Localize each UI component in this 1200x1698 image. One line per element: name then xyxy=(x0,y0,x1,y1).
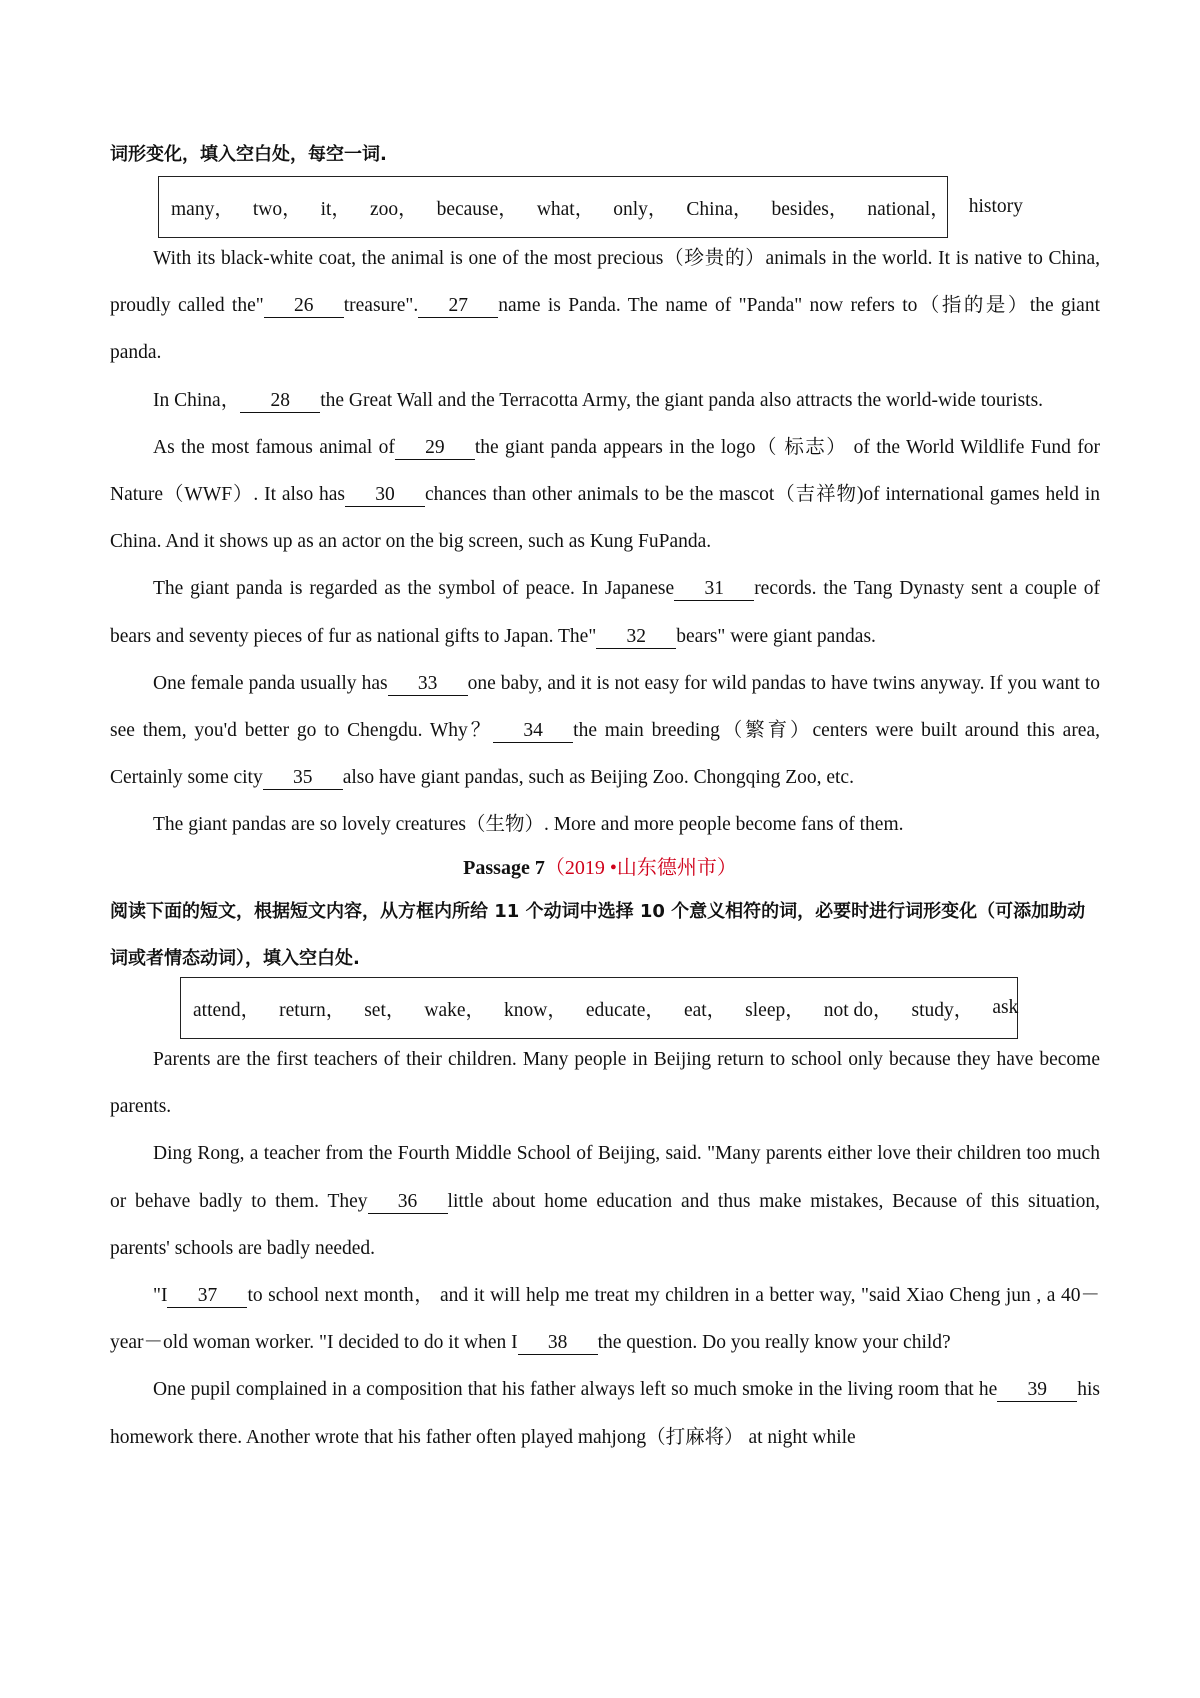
paragraph-text: one baby, and it is not easy for wild pandas to have twins anyway. If you want to see them, you'd better go to Chengdu. Why？ xyxy=(110,672,1100,742)
paragraph-text: The giant panda is regarded as the symbol of peace. In Japanese xyxy=(153,578,675,600)
paragraph-text: In China， xyxy=(153,389,241,411)
word-option: attend， xyxy=(193,1000,261,1021)
paragraph-text: to school next month， and it will help me treat my children in a better way, "said Xiao Cheng jun , a 40－year－old woman worker. "I decided to do it when I xyxy=(110,1285,1100,1354)
blank-29[interactable]: 29 xyxy=(395,437,475,460)
blank-36[interactable]: 36 xyxy=(368,1191,448,1214)
word-option: national， xyxy=(867,199,950,220)
paragraph xyxy=(110,377,1100,424)
paragraph-text: his homework there. Another wrote that his father often played mahjong（打麻将） at night while xyxy=(110,1379,1100,1448)
word-option: China， xyxy=(686,199,753,220)
word-option: two， xyxy=(252,199,302,220)
paragraph-text: the main breeding（繁育）centers were built around this area, Certainly some city xyxy=(110,720,1100,789)
paragraph xyxy=(110,1272,1100,1366)
paragraph-text: Ding Rong, a teacher from the Fourth Middle School of Beijing, said. "Many parents either love their children too much or behave badly to them. They xyxy=(110,1143,1100,1212)
paragraph xyxy=(110,235,1100,377)
word-option: study， xyxy=(911,1000,974,1021)
blank-38[interactable]: 38 xyxy=(518,1332,598,1355)
paragraph xyxy=(110,1366,1100,1460)
blank-33[interactable]: 33 xyxy=(388,673,468,696)
paragraph-text: One female panda usually has xyxy=(153,672,388,694)
paragraph xyxy=(110,424,1100,566)
paragraph-text: the Great Wall and the Terracotta Army, the giant panda also attracts the world-wide tourists. xyxy=(320,389,1044,411)
paragraph-text: bears" were giant pandas. xyxy=(676,625,876,647)
paragraph-text: With its black-white coat, the animal is one of the most precious（珍贵的）animals in the world. It is native to China, proudly called the" xyxy=(110,248,1100,317)
word-option: because， xyxy=(436,199,518,220)
paragraph-text: chances than other animals to be the mascot（吉祥物)of international games held in China. And it shows up as an actor on the big screen, such as Kung FuPanda. xyxy=(110,484,1100,553)
word-option: it， xyxy=(320,199,351,220)
word-option: sleep， xyxy=(745,1000,805,1021)
blank-34[interactable]: 34 xyxy=(493,720,573,743)
blank-27[interactable]: 27 xyxy=(418,295,498,318)
paragraph xyxy=(110,801,1100,848)
paragraph-text: treasure". xyxy=(343,295,419,317)
passage6-body xyxy=(110,235,1100,849)
word-option: know， xyxy=(504,1000,567,1021)
blank-35[interactable]: 35 xyxy=(263,767,343,790)
passage-source: （2019 •山东德州市） xyxy=(544,857,737,879)
blank-32[interactable]: 32 xyxy=(596,626,676,649)
passage-title: Passage 7 xyxy=(463,857,545,879)
blank-28[interactable]: 28 xyxy=(240,390,320,413)
paragraph-text: also have giant pandas, such as Beijing Zoo. Chongqing Zoo, etc. xyxy=(342,767,854,789)
word-option: what， xyxy=(536,199,595,220)
paragraph-text: name is Panda. The name of "Panda" now refers to（指的是）the giant panda. xyxy=(110,295,1100,364)
paragraph xyxy=(110,1036,1100,1130)
word-option: wake， xyxy=(424,1000,486,1021)
word-option: return， xyxy=(279,1000,346,1021)
paragraph xyxy=(110,565,1100,659)
paragraph-text: Parents are the first teachers of their children. Many people in Beijing return to school only because they have become parents. xyxy=(110,1049,1100,1118)
word-option: not do， xyxy=(823,1000,893,1021)
paragraph-text: The giant pandas are so lovely creatures（生物）. More and more people become fans of them. xyxy=(153,814,904,836)
paragraph-text: As the most famous animal of xyxy=(153,436,395,458)
word-option: only， xyxy=(613,199,668,220)
word-option: many， xyxy=(171,199,234,220)
paragraph-text: little about home education and thus make mistakes, Because of this situation, parents' schools are badly needed. xyxy=(110,1190,1100,1259)
passage7-heading xyxy=(0,845,1200,892)
passage7-word-box xyxy=(180,977,1018,1039)
paragraph xyxy=(110,660,1100,802)
word-option: eat， xyxy=(683,1000,727,1021)
passage6-word-box xyxy=(158,176,1023,238)
word-option: besides， xyxy=(771,199,849,220)
passage7-instruction: 阅读下面的短文，根据短文内容，从方框内所给 11 个动词中选择 10 个意义相符的词，必要时进行词形变化（可添加助动词或者情态动词），填入空白处. xyxy=(110,901,1086,969)
word-option: history xyxy=(968,196,1023,217)
word-option: ask xyxy=(992,997,1019,1018)
blank-31[interactable]: 31 xyxy=(674,578,754,601)
word-option: zoo， xyxy=(369,199,418,220)
paragraph-text: One pupil complained in a composition that his father always left so much smoke in the living room that he xyxy=(153,1379,998,1401)
paragraph-text: "I xyxy=(153,1285,168,1307)
word-option: educate， xyxy=(585,1000,665,1021)
blank-37[interactable]: 37 xyxy=(167,1285,247,1308)
paragraph-text: the giant panda appears in the logo（ 标志） of the World Wildlife Fund for Nature（WWF）. It also has xyxy=(110,436,1100,506)
paragraph-text: records. the Tang Dynasty sent a couple of bears and seventy pieces of fur as national gifts to Japan. The" xyxy=(110,578,1100,647)
blank-26[interactable]: 26 xyxy=(264,295,344,318)
word-option: set， xyxy=(364,1000,406,1021)
blank-30[interactable]: 30 xyxy=(345,484,425,507)
blank-39[interactable]: 39 xyxy=(997,1379,1077,1402)
paragraph xyxy=(110,1130,1100,1272)
passage6-instruction-tail: 词形变化，填入空白处，每空一词. xyxy=(110,144,387,165)
passage7-body xyxy=(110,1036,1100,1461)
paragraph-text: the question. Do you really know your child? xyxy=(597,1332,951,1354)
